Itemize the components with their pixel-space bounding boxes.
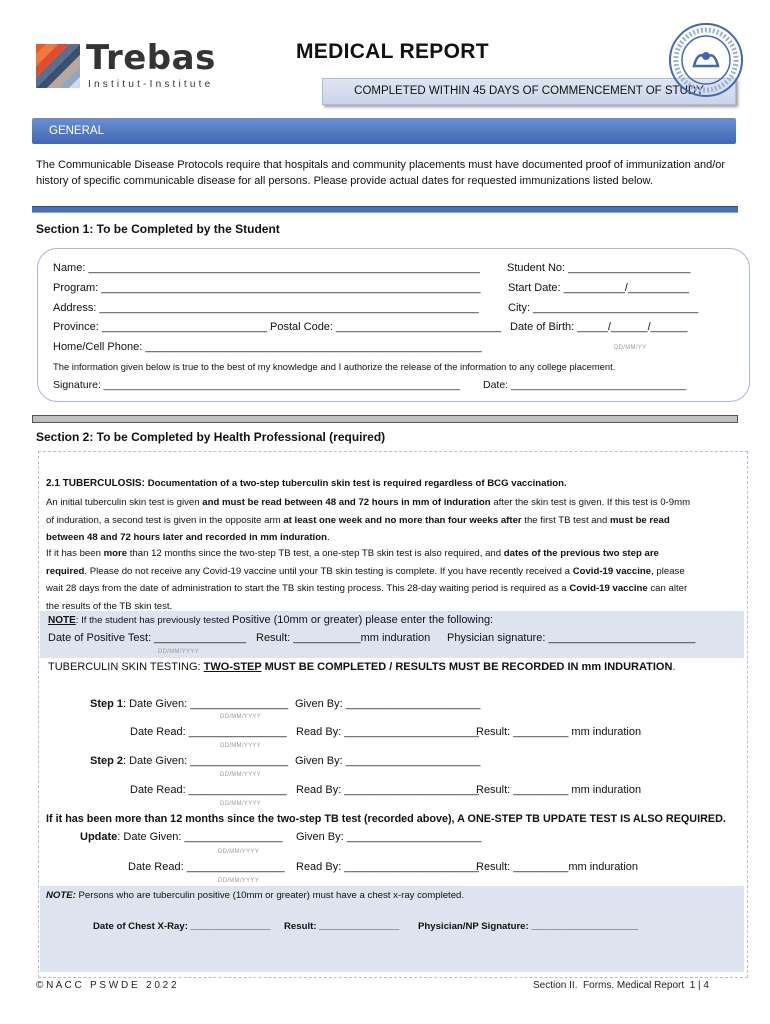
dob-field[interactable]: Date of Birth: _____/______/______ [510, 321, 688, 333]
testing-two-step: TWO-STEP [203, 661, 262, 673]
step1-read-by-field[interactable]: Read By: ______________________ [296, 726, 479, 738]
section-divider [32, 206, 738, 213]
p2-text: can alter [647, 583, 688, 594]
update-label: Update [80, 831, 118, 843]
xray-signature-field[interactable]: Physician/NP Signature: ____________________ [418, 921, 639, 932]
testing-end: . [672, 661, 676, 673]
step1-result-field[interactable]: Result: _________ mm induration [476, 726, 642, 738]
association-seal-icon [668, 22, 744, 98]
step2-given-field[interactable] [90, 755, 288, 767]
general-header: GENERAL [32, 118, 736, 144]
p1-text: of induration, a second test is given in the opposite arm [46, 514, 284, 526]
xray-date-field[interactable]: Date of Chest X-Ray: _______________ [93, 921, 271, 932]
p2-text: If it has been [46, 548, 104, 559]
tb-title [46, 478, 567, 489]
update-result-field[interactable]: Result: _________mm induration [476, 861, 639, 873]
section2-heading: Section 2: To be Completed by Health Professional (required) [36, 430, 386, 444]
p2-text: than 12 months since the two-step TB test, a one-step TB skin test is also required, and [127, 548, 504, 559]
date-format-hint: DD/MM/YYYY [220, 801, 262, 807]
dob-format-hint: DD/MM/YY [614, 345, 647, 351]
date-format-hint: DD/MM/YYYY [158, 649, 200, 655]
p1-bold: at least one week and no more than four weeks after [283, 514, 522, 526]
positive-result-field[interactable]: Result: ___________mm induration [256, 632, 431, 644]
declaration-text: The information given below is true to the best of my knowledge and I authorize the release of the information to any college placement. [53, 361, 616, 372]
trebas-logo-icon [36, 44, 80, 88]
address-field[interactable]: Address: ______________________________________________________________ [53, 302, 479, 314]
start-date-field[interactable]: Start Date: __________/__________ [508, 282, 690, 294]
note2-text: Persons who are tuberculin positive (10mm or greater) must have a chest x-ray completed. [75, 890, 465, 901]
city-field[interactable]: City: ___________________________ [508, 302, 699, 314]
p2-bold: dates of the previous two step are [503, 548, 659, 559]
p1-bold: must be read [609, 514, 670, 526]
positive-signature-field[interactable]: Physician signature: ________________________ [447, 632, 696, 644]
update-given-field[interactable] [80, 831, 282, 843]
student-no-field[interactable]: Student No: ____________________ [507, 262, 691, 274]
postal-code-field[interactable]: Postal Code: ___________________________ [270, 321, 502, 333]
tb-paragraph-2 [46, 545, 742, 615]
p2-bold: Covid-19 vaccine [572, 565, 652, 577]
date-field[interactable]: Date: ______________________________ [483, 379, 687, 391]
section-divider-2 [32, 415, 738, 423]
subtitle-banner: COMPLETED WITHIN 45 DAYS OF COMMENCEMENT OF STUDY [322, 78, 736, 105]
p1-bold: between 48 and 72 hours later and recorded in mm induration [46, 532, 327, 543]
step1-given-by-field[interactable]: Given By: ______________________ [295, 698, 481, 710]
p1-text: after the skin test is given. If this test is 0-9mm [490, 497, 691, 508]
note-label: NOTE [48, 615, 76, 626]
step1-label: Step 1 [90, 698, 124, 710]
signature-field[interactable]: Signature: _____________________________________________________________ [53, 379, 460, 391]
step2-given: : Date Given: ________________ [123, 755, 289, 767]
step1-given-field[interactable] [90, 698, 288, 710]
step2-read-field[interactable]: Date Read: ________________ [130, 784, 287, 796]
positive-date-field[interactable]: Date of Positive Test: _______________ [48, 632, 246, 644]
general-text: The Communicable Disease Protocols require that hospitals and community placements must have documented proof of immunization and/or history of specific communicable disease for all persons. Please provide actual dates for requested immunizations listed below. [36, 159, 726, 187]
note-positive-text: Positive (10mm or greater) please enter the following: [232, 614, 494, 626]
update-given-by-field[interactable]: Given By: ______________________ [296, 831, 482, 843]
step1-given: : Date Given: ________________ [123, 698, 289, 710]
xray-result-field[interactable]: Result: _______________ [284, 921, 400, 932]
update-given: : Date Given: ________________ [117, 831, 283, 843]
testing-label: TUBERCULIN SKIN TESTING: [48, 661, 204, 673]
note-text: : If the student has previously tested [75, 615, 233, 626]
note-positive [48, 614, 493, 626]
p2-bold: Covid-19 vaccine [569, 583, 648, 594]
date-format-hint: DD/MM/YYYY [218, 878, 260, 884]
tb-title-rest: Documentation of a two-step tuberculin skin test is required regardless of BCG vaccination. [147, 478, 567, 489]
step2-result-field[interactable]: Result: _________ mm induration [476, 784, 642, 796]
step2-label: Step 2 [90, 755, 124, 767]
p2-text: , please [651, 565, 685, 577]
p2-bold: more [103, 548, 128, 559]
note2-label: NOTE: [46, 890, 76, 901]
tb-paragraph-1 [46, 494, 742, 547]
page-title: MEDICAL REPORT [296, 40, 489, 63]
step2-given-by-field[interactable]: Given By: ______________________ [295, 755, 481, 767]
p1-text: . [326, 532, 330, 543]
p1-bold: and must be read between 48 and 72 hours in mm of induration [202, 497, 491, 508]
phone-field[interactable]: Home/Cell Phone: _______________________________________________________ [53, 341, 482, 353]
logo-name: Trebas [86, 38, 216, 78]
p1-text: the first TB test and [521, 514, 610, 526]
update-read-by-field[interactable]: Read By: ______________________ [296, 861, 479, 873]
date-format-hint: DD/MM/YYYY [220, 772, 262, 778]
program-field[interactable]: Program: ______________________________________________________________ [53, 282, 481, 294]
name-field[interactable]: Name: ________________________________________________________________ [53, 262, 480, 274]
section1-heading: Section 1: To be Completed by the Student [36, 222, 280, 236]
date-format-hint: DD/MM/YYYY [220, 743, 262, 749]
date-format-hint: DD/MM/YYYY [218, 849, 260, 855]
province-field[interactable]: Province: ___________________________ [53, 321, 268, 333]
footer-page-info: Section II. Forms. Medical Report 1 | 4 [533, 980, 709, 991]
step2-read-by-field[interactable]: Read By: ______________________ [296, 784, 479, 796]
p2-text: the results of the TB skin test. [46, 600, 173, 612]
date-format-hint: DD/MM/YYYY [220, 714, 262, 720]
testing-rest: MUST BE COMPLETED / RESULTS MUST BE RECORDED IN mm INDURATION [261, 661, 673, 673]
p2-text: wait 28 days from the date of administration to start the TB skin testing process. This 28-day waiting period is required as a [46, 583, 570, 594]
testing-heading [48, 661, 675, 673]
p2-bold: required [46, 565, 85, 577]
footer-copyright: © N A C C P S W D E 2 0 2 2 [36, 980, 177, 991]
note2 [46, 890, 464, 901]
update-read-field[interactable]: Date Read: ________________ [128, 861, 285, 873]
logo-tagline: Institut-Institute [88, 79, 214, 90]
p1-text: An initial tuberculin skin test is given [46, 497, 203, 508]
tb-title-label: 2.1 TUBERCULOSIS: [46, 478, 145, 489]
p2-text: . Please do not receive any Covid-19 vaccine until your TB skin testing is complete. If you have recently received a [84, 565, 573, 577]
step1-read-field[interactable]: Date Read: ________________ [130, 726, 287, 738]
update-required-text: If it has been more than 12 months since the two-step TB test (recorded above), A ONE-STEP TB UPDATE TEST IS ALSO REQUIRED. [46, 813, 726, 825]
